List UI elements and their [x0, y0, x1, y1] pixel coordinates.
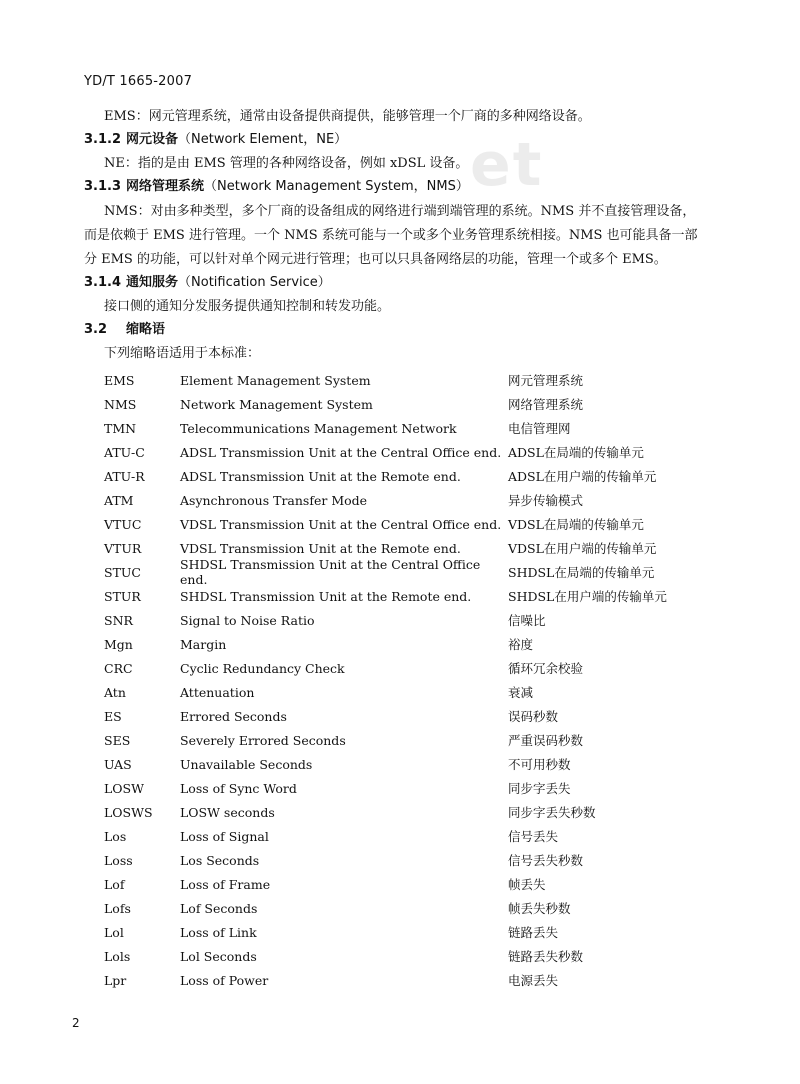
- table-row: [104, 584, 704, 608]
- english-term: Lol Seconds: [180, 948, 257, 964]
- abbreviation: VTUC: [104, 516, 142, 532]
- table-row: [104, 944, 704, 968]
- table-row: [104, 752, 704, 776]
- nms-definition-line-3: 分 EMS 的功能，可以针对单个网元进行管理；也可以只具备网络层的功能，管理一个或多个 EMS。: [84, 252, 667, 267]
- chinese-term: 电信管理网: [508, 421, 571, 436]
- chinese-term: 网元管理系统: [508, 373, 584, 388]
- english-term: SHDSL Transmission Unit at the Remote end.: [180, 588, 472, 604]
- english-term: VDSL Transmission Unit at the Remote end.: [180, 540, 461, 556]
- abbreviation: LOSW: [104, 780, 144, 796]
- english-term: Unavailable Seconds: [180, 756, 313, 772]
- chinese-term: 同步字丢失: [508, 781, 571, 796]
- chinese-term: 误码秒数: [508, 709, 559, 724]
- english-term: VDSL Transmission Unit at the Central Office end.: [180, 516, 502, 532]
- english-term: Errored Seconds: [180, 708, 287, 724]
- abbreviation: TMN: [104, 420, 137, 436]
- english-term: ADSL Transmission Unit at the Central Office end.: [180, 444, 502, 460]
- english-term: Loss of Signal: [180, 828, 269, 844]
- table-row: [104, 728, 704, 752]
- nms-definition-line-2: 而是依赖于 EMS 进行管理。一个 NMS 系统可能与一个或多个业务管理系统相接。NMS 也可能具备一部: [84, 228, 698, 243]
- table-row: [104, 440, 704, 464]
- chinese-term: 电源丢失: [508, 973, 559, 988]
- section-title-zh: 网元设备: [126, 132, 179, 147]
- table-row: [104, 416, 704, 440]
- table-row: [104, 632, 704, 656]
- abbreviation: STUR: [104, 588, 141, 604]
- english-term: ADSL Transmission Unit at the Remote end.: [180, 468, 461, 484]
- abbreviation: NMS: [104, 396, 137, 412]
- section-number: 3.1.3: [84, 179, 122, 194]
- chinese-term: 链路丢失: [508, 925, 559, 940]
- table-row: [104, 608, 704, 632]
- chinese-term: 链路丢失秒数: [508, 949, 584, 964]
- section-title-en: （Notification Service）: [178, 275, 331, 290]
- abbreviation: Loss: [104, 852, 133, 868]
- table-row: [104, 776, 704, 800]
- ne-definition: NE：指的是由 EMS 管理的各种网络设备，例如 xDSL 设备。: [104, 156, 469, 171]
- abbreviation: Atn: [104, 684, 126, 700]
- table-row: [104, 968, 704, 992]
- english-term: Margin: [180, 636, 227, 652]
- table-row: [104, 656, 704, 680]
- english-term: Loss of Power: [180, 972, 269, 988]
- chinese-term: 循环冗余校验: [508, 661, 584, 676]
- abbreviation: ATU-R: [104, 468, 145, 484]
- english-term: Cyclic Redundancy Check: [180, 660, 345, 676]
- chinese-term: ADSL在用户端的传输单元: [508, 469, 657, 484]
- table-row: [104, 680, 704, 704]
- english-term: Network Management System: [180, 396, 373, 412]
- section-title-zh: 通知服务: [126, 275, 179, 290]
- abbreviations-intro: 下列缩略语适用于本标准：: [104, 346, 261, 361]
- table-row: [104, 896, 704, 920]
- chinese-term: 同步字丢失秒数: [508, 805, 596, 820]
- abbreviation: Lof: [104, 876, 125, 892]
- nms-definition-line-1: NMS：对由多种类型，多个厂商的设备组成的网络进行端到端管理的系统。NMS 并不直接管理设备，: [104, 204, 696, 219]
- chinese-term: VDSL在用户端的传输单元: [508, 541, 657, 556]
- abbreviation: Lpr: [104, 972, 127, 988]
- chinese-term: SHDSL在局端的传输单元: [508, 565, 655, 580]
- abbreviation: ES: [104, 708, 122, 724]
- english-term: Lof Seconds: [180, 900, 258, 916]
- document-id: YD/T 1665-2007: [84, 74, 193, 89]
- table-row: [104, 800, 704, 824]
- chinese-term: 信号丢失: [508, 829, 559, 844]
- abbreviation: Lols: [104, 948, 131, 964]
- english-term: Asynchronous Transfer Mode: [180, 492, 368, 508]
- abbreviation: SNR: [104, 612, 133, 628]
- table-row: [104, 368, 704, 392]
- table-row: [104, 464, 704, 488]
- chinese-term: 帧丢失秒数: [508, 901, 571, 916]
- abbreviation: CRC: [104, 660, 133, 676]
- table-row: [104, 872, 704, 896]
- english-term: Signal to Noise Ratio: [180, 612, 315, 628]
- section-title-zh: 网络管理系统: [126, 179, 205, 194]
- chinese-term: VDSL在局端的传输单元: [508, 517, 644, 532]
- ems-definition: EMS：网元管理系统，通常由设备提供商提供，能够管理一个厂商的多种网络设备。: [104, 109, 591, 124]
- abbreviations-table: [104, 368, 704, 992]
- page-number: 2: [72, 1016, 80, 1030]
- abbreviation: Mgn: [104, 636, 133, 652]
- chinese-term: 信噪比: [508, 613, 546, 628]
- abbreviation: SES: [104, 732, 131, 748]
- watermark: et: [470, 130, 544, 200]
- chinese-term: 不可用秒数: [508, 757, 571, 772]
- english-term: Element Management System: [180, 372, 371, 388]
- table-row: [104, 704, 704, 728]
- abbreviation: UAS: [104, 756, 132, 772]
- chinese-term: 帧丢失: [508, 877, 546, 892]
- chinese-term: 异步传输模式: [508, 493, 584, 508]
- abbreviation: EMS: [104, 372, 135, 388]
- chinese-term: 衰减: [508, 685, 534, 700]
- table-row: [104, 392, 704, 416]
- english-term: Loss of Sync Word: [180, 780, 297, 796]
- chinese-term: 裕度: [508, 637, 534, 652]
- table-row: [104, 848, 704, 872]
- english-term: Los Seconds: [180, 852, 260, 868]
- abbreviation: Los: [104, 828, 127, 844]
- chinese-term: 网络管理系统: [508, 397, 584, 412]
- section-3-1-2-heading: [84, 130, 347, 150]
- english-term: Attenuation: [180, 684, 255, 700]
- english-term: LOSW seconds: [180, 804, 275, 820]
- section-title-zh: 缩略语: [126, 322, 166, 337]
- section-3-1-4-heading: [84, 273, 331, 293]
- chinese-term: ADSL在局端的传输单元: [508, 445, 644, 460]
- section-number: 3.1.2: [84, 132, 122, 147]
- section-title-en: （Network Management System，NMS）: [204, 179, 469, 194]
- table-row: [104, 488, 704, 512]
- abbreviation: Lol: [104, 924, 124, 940]
- abbreviation: Lofs: [104, 900, 131, 916]
- section-3-2-heading: [84, 320, 165, 340]
- chinese-term: 严重误码秒数: [508, 733, 584, 748]
- table-row: [104, 512, 704, 536]
- table-row: [104, 557, 704, 587]
- abbreviation: STUC: [104, 564, 141, 580]
- abbreviation: ATM: [104, 492, 134, 508]
- english-term: Severely Errored Seconds: [180, 732, 346, 748]
- english-term: Loss of Frame: [180, 876, 271, 892]
- table-row: [104, 824, 704, 848]
- section-number: 3.1.4: [84, 275, 122, 290]
- abbreviation: VTUR: [104, 540, 142, 556]
- abbreviation: LOSWS: [104, 804, 153, 820]
- table-row: [104, 920, 704, 944]
- abbreviation: ATU-C: [104, 444, 145, 460]
- english-term: Loss of Link: [180, 924, 257, 940]
- english-term: SHDSL Transmission Unit at the Central Office end.: [180, 557, 481, 587]
- chinese-term: SHDSL在用户端的传输单元: [508, 589, 667, 604]
- section-title-en: （Network Element，NE）: [178, 132, 348, 147]
- chinese-term: 信号丢失秒数: [508, 853, 584, 868]
- section-3-1-3-heading: [84, 177, 469, 197]
- notification-service-definition: 接口侧的通知分发服务提供通知控制和转发功能。: [104, 299, 391, 314]
- section-number: 3.2: [84, 322, 108, 337]
- english-term: Telecommunications Management Network: [180, 420, 457, 436]
